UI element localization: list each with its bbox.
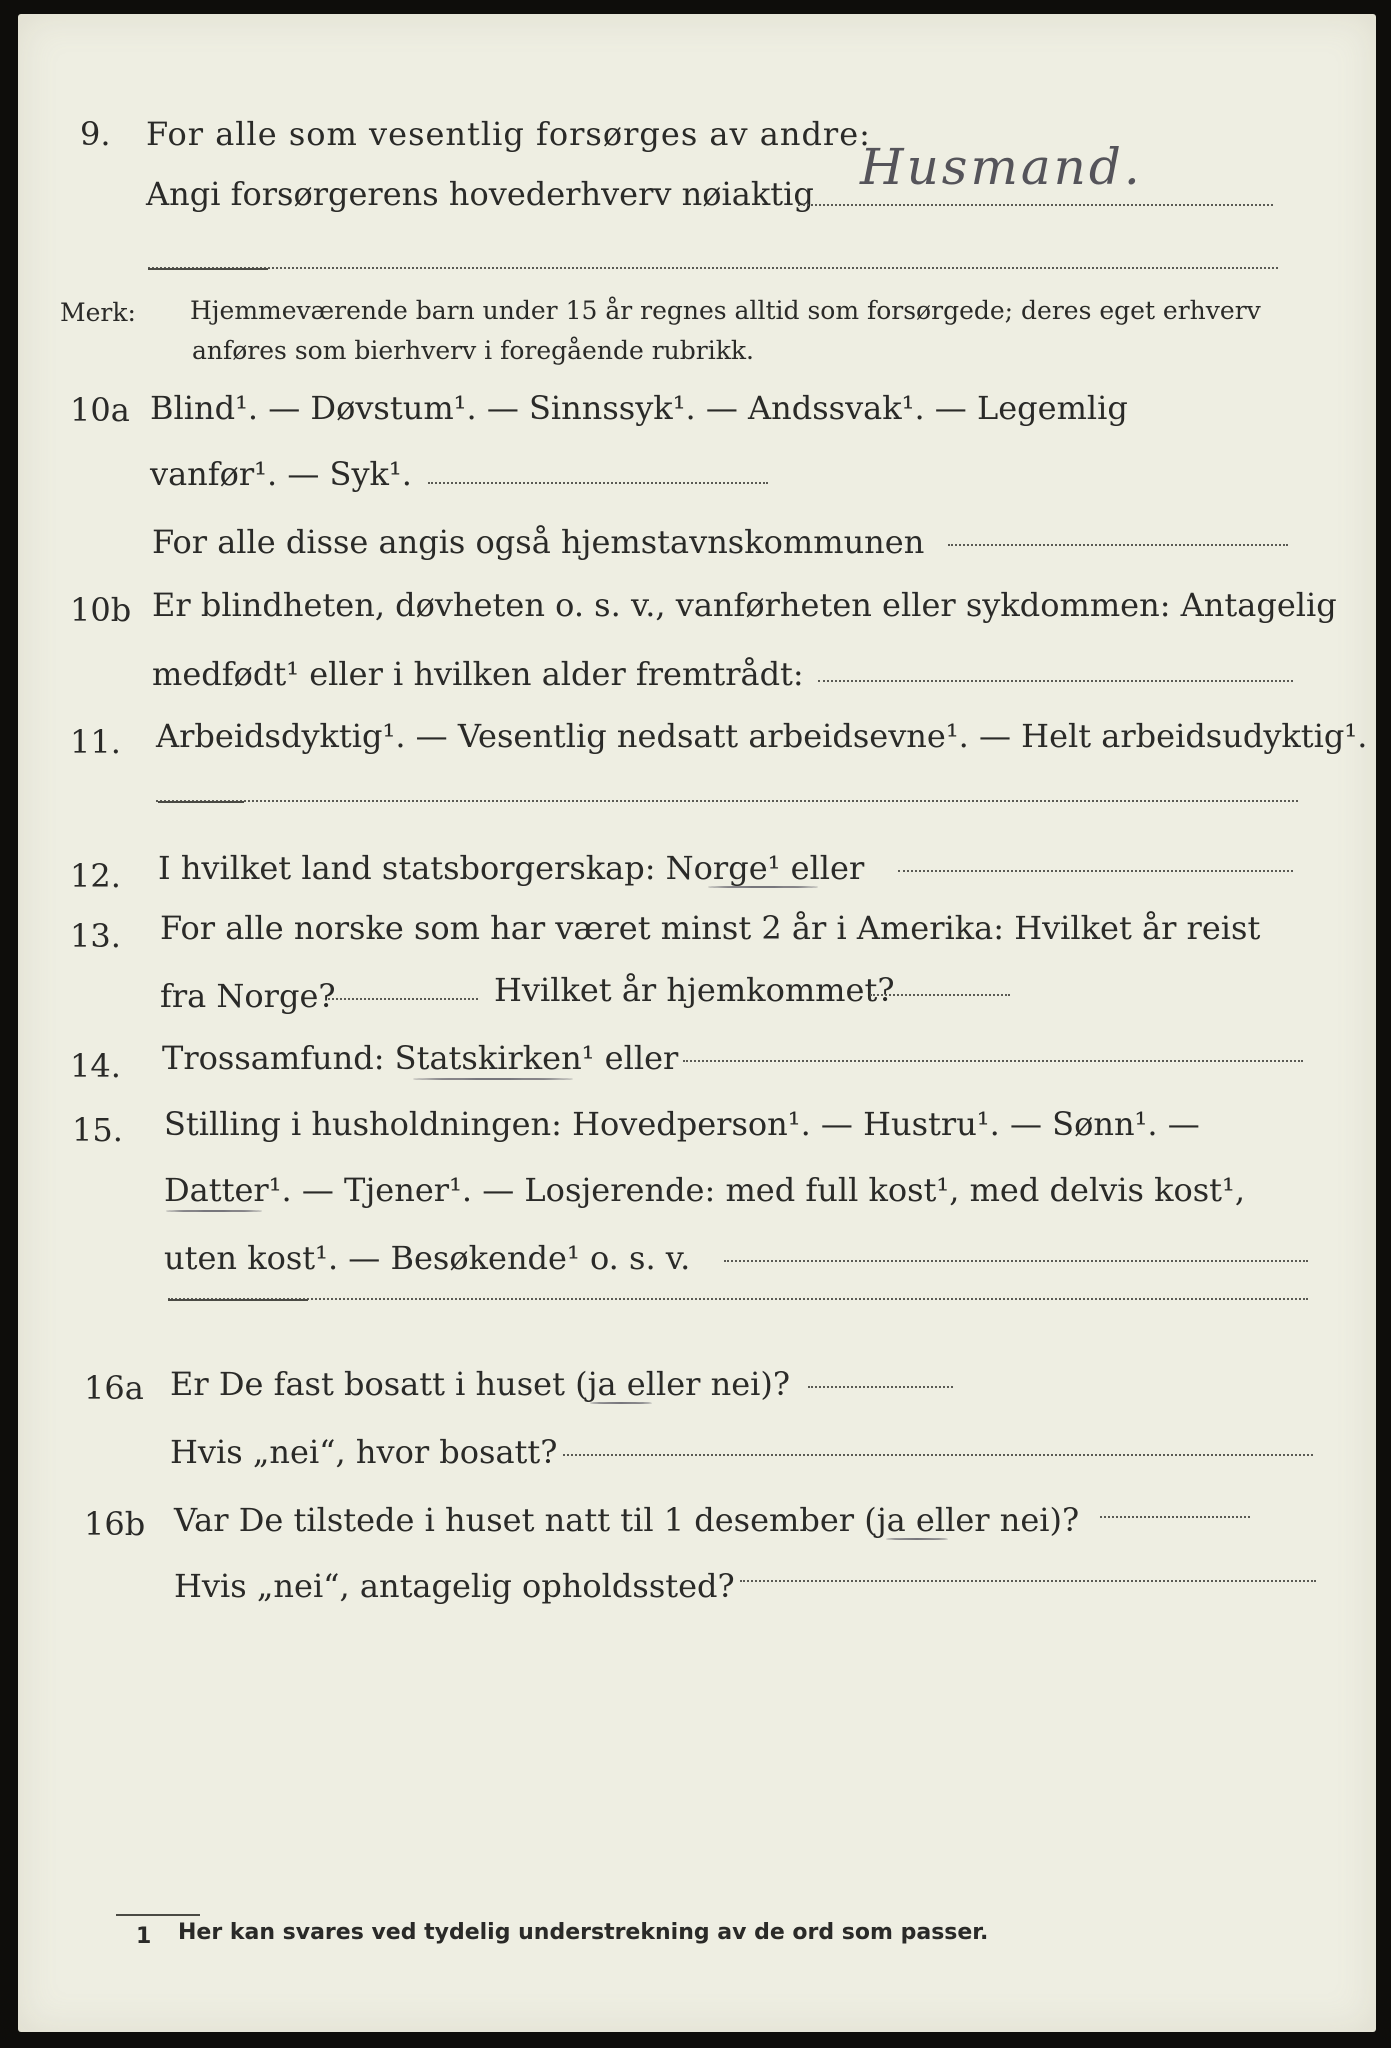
q10b-line1: Er blindheten, døvheten o. s. v., vanførheten eller sykdommen: Antagelig	[152, 586, 1337, 624]
q14-line1: Trossamfund: Statskirken¹ eller	[162, 1039, 679, 1077]
q16b-line1: Var De tilstede i huset natt til 1 desember (ja eller nei)?	[174, 1501, 1080, 1539]
q15-dotted-line	[724, 1260, 1308, 1262]
q16a-ja-underline	[590, 1402, 652, 1404]
q13-reist-dotted-line	[328, 998, 478, 1000]
q11-dotted-line	[156, 800, 1298, 802]
q16a-bosatt-dotted-line	[563, 1454, 1313, 1456]
q16b-opholdssted-dotted-line	[740, 1580, 1316, 1582]
q11-line1: Arbeidsdyktig¹. — Vesentlig nedsatt arbeidsevne¹. — Helt arbeidsudyktig¹.	[156, 717, 1368, 755]
q11-number: 11.	[70, 723, 121, 761]
q12-dotted-line	[898, 870, 1293, 872]
footnote-text: Her kan svares ved tydelig understrekning av de ord som passer.	[178, 1920, 989, 1945]
q11-line-start	[158, 801, 244, 803]
q12-norge-underline	[708, 886, 818, 888]
footnote-rule	[116, 1914, 200, 1916]
q10a-hjemstavn-dotted-line	[948, 544, 1288, 546]
q10b-line2: medfødt¹ eller i hvilken alder fremtrådt:	[152, 655, 804, 693]
q13-hjemkommet-dotted-line	[870, 994, 1010, 996]
q15-line1: Stilling i husholdningen: Hovedperson¹. — Hustru¹. — Sønn¹. —	[164, 1105, 1200, 1143]
q16a-line2: Hvis „nei“, hvor bosatt?	[170, 1433, 558, 1471]
q14-dotted-line	[683, 1060, 1303, 1062]
q9-number: 9.	[80, 115, 111, 153]
q16a-dotted-line	[808, 1386, 953, 1388]
q12-number: 12.	[70, 857, 121, 895]
q10a-line3: For alle disse angis også hjemstavnskommunen	[152, 523, 925, 561]
q10a-line2: vanfør¹. — Syk¹.	[150, 455, 412, 493]
footnote-mark: 1	[136, 1924, 152, 1949]
merk-line2: anføres som bierhverv i foregående rubrikk.	[192, 336, 754, 365]
q10b-dotted-line	[818, 680, 1293, 682]
q13-line2b: Hvilket år hjemkommet?	[494, 971, 895, 1009]
q16a-number: 16a	[84, 1369, 144, 1407]
q14-number: 14.	[70, 1047, 121, 1085]
q12-line1: I hvilket land statsborgerskap: Norge¹ eller	[158, 849, 865, 887]
q13-number: 13.	[70, 917, 121, 955]
q10a-line1: Blind¹. — Døvstum¹. — Sinnssyk¹. — Andssvak¹. — Legemlig	[150, 389, 1128, 427]
q10a-syk-dotted-line	[428, 482, 768, 484]
q13-line2a: fra Norge?	[160, 977, 336, 1015]
q15-number: 15.	[72, 1111, 123, 1149]
q16b-dotted-line	[1100, 1516, 1250, 1518]
q10b-number: 10b	[70, 591, 132, 629]
q9-handwritten-answer: Husmand.	[860, 138, 1143, 196]
q16a-line1: Er De fast bosatt i huset (ja eller nei)?	[170, 1365, 791, 1403]
q16b-ja-underline	[886, 1538, 948, 1540]
q15-extra-dotted-line	[168, 1298, 1308, 1300]
merk-label: Merk:	[60, 298, 136, 327]
q10a-number: 10a	[70, 391, 130, 429]
q13-line1: For alle norske som har været minst 2 år i Amerika: Hvilket år reist	[160, 909, 1261, 947]
q15-line3: uten kost¹. — Besøkende¹ o. s. v.	[164, 1239, 691, 1277]
census-form-page	[18, 14, 1376, 2032]
q16b-number: 16b	[84, 1505, 146, 1543]
q15-line2: Datter¹. — Tjener¹. — Losjerende: med full kost¹, med delvis kost¹,	[164, 1171, 1246, 1209]
q9-line2: Angi forsørgerens hovederhverv nøiaktig	[146, 175, 814, 213]
merk-line1: Hjemmeværende barn under 15 år regnes alltid som forsørgede; deres eget erhverv	[190, 296, 1261, 325]
q16b-line2: Hvis „nei“, antagelig opholdssted?	[174, 1567, 735, 1605]
q9-line1: For alle som vesentlig forsørges av andre:	[146, 115, 871, 153]
q9-extra-line-start	[148, 268, 268, 270]
q15-datter-underline	[166, 1210, 262, 1212]
q14-statskirken-underline	[413, 1078, 573, 1080]
q15-extra-line-start	[168, 1299, 308, 1301]
q9-extra-dotted-line	[148, 267, 1278, 269]
q9-answer-dotted-line	[798, 204, 1273, 206]
